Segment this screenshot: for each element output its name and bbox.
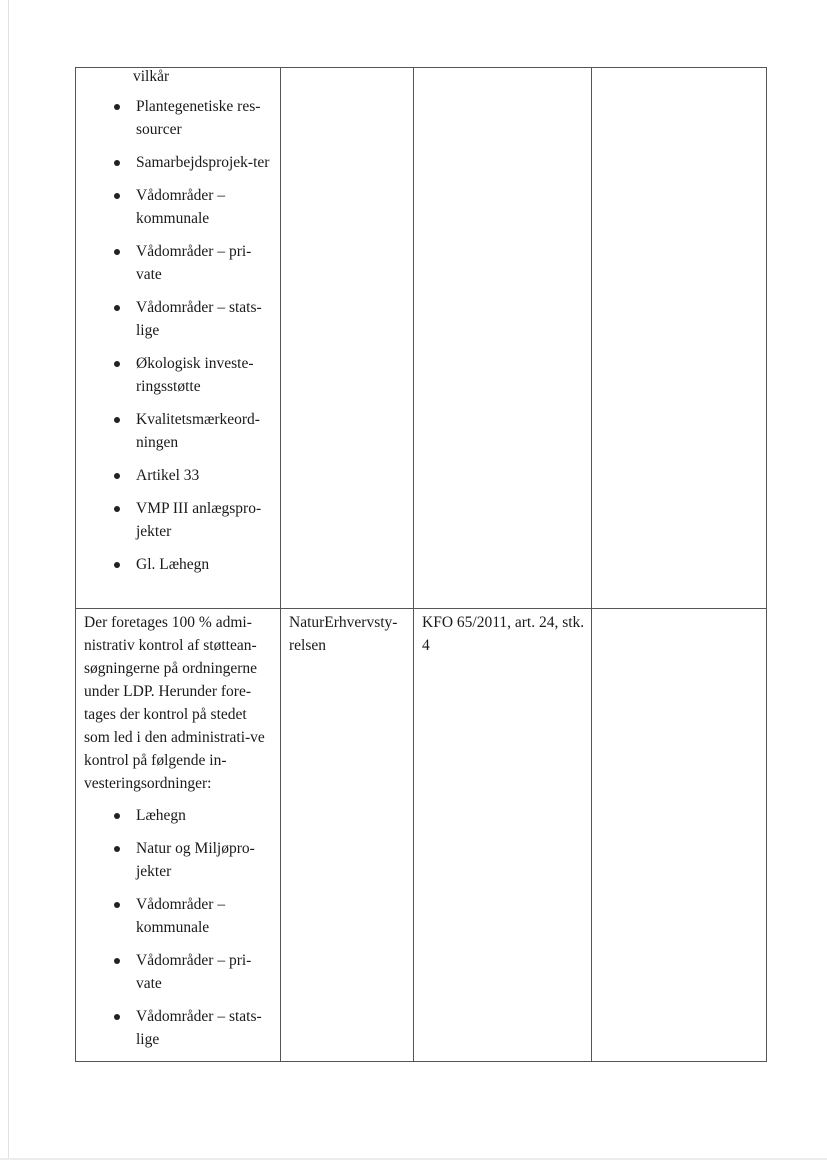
bullet-icon [114,104,120,110]
continuation-text: vilkår [133,68,170,85]
list-item [76,553,280,576]
list-item [76,296,280,342]
list-item-text: Læhegn [136,807,186,824]
list-item-text: Artikel 33 [136,467,200,484]
table-row [76,609,767,1062]
list-item [76,464,280,487]
legal-reference: KFO 65/2011, art. 24, stk. 4 [422,614,585,654]
list-item-text: Vådområder – kommunale [136,896,226,936]
list-item-text: Samarbejdsprojek-ter [136,154,270,171]
table-row [76,68,767,609]
control-description: Der foretages 100 % admi-nistrativ kontrol af støttean-søgningerne på ordningerne under LDP. Herunder fore-tages der kontrol på stedet som led i den administrati-ve kontrol på følgende in-vesteringsordninger: [84,614,265,792]
control-table [75,67,767,1062]
list-item-text: Økologisk investe-ringsstøtte [136,355,254,395]
list-item [76,352,280,398]
list-item-text: Vådområder – stats-lige [136,1008,262,1048]
page-edge [8,0,9,1160]
cell-notes-empty [592,68,767,609]
cell-activities [76,68,281,609]
list-item [76,497,280,543]
list-item-text: VMP III anlægspro-jekter [136,500,262,540]
list-item [76,837,280,883]
bullet-icon [114,305,120,311]
cell-authority [281,609,414,1062]
list-item-text: Vådområder – stats-lige [136,299,262,339]
list-item [76,949,280,995]
list-item-text: Vådområder – kommunale [136,187,226,227]
list-item [76,240,280,286]
list-item [76,1005,280,1051]
bullet-icon [114,958,120,964]
bullet-icon [114,249,120,255]
bullet-icon [114,160,120,166]
list-item [76,893,280,939]
bullet-icon [114,361,120,367]
authority-text: NaturErhvervsty-relsen [289,614,398,654]
bullet-icon [114,473,120,479]
bullet-icon [114,506,120,512]
page-bottom-edge [0,1158,827,1160]
cell-notes-empty [592,609,767,1062]
cell-activities [76,609,281,1062]
list-item-text: Vådområder – pri-vate [136,952,252,992]
bullet-icon [114,193,120,199]
list-item-text: Plantegenetiske res-sourcer [136,98,261,138]
bullet-icon [114,813,120,819]
cell-reference [414,609,592,1062]
bullet-icon [114,846,120,852]
cell-authority-empty [281,68,414,609]
list-item-text: Kvalitetsmærkeord-ningen [136,411,260,451]
cell-reference-empty [414,68,592,609]
list-item [76,95,280,141]
scheme-list [76,95,280,576]
list-item [76,184,280,230]
list-item-text: Gl. Læhegn [136,556,210,573]
bullet-icon [114,562,120,568]
bullet-icon [114,902,120,908]
list-item-text: Natur og Miljøpro-jekter [136,840,255,880]
investment-scheme-list [76,804,280,1051]
list-item [76,408,280,454]
bullet-icon [114,1014,120,1020]
list-item [76,151,280,174]
bullet-icon [114,417,120,423]
list-item-text: Vådområder – pri-vate [136,243,252,283]
list-item [76,804,280,827]
